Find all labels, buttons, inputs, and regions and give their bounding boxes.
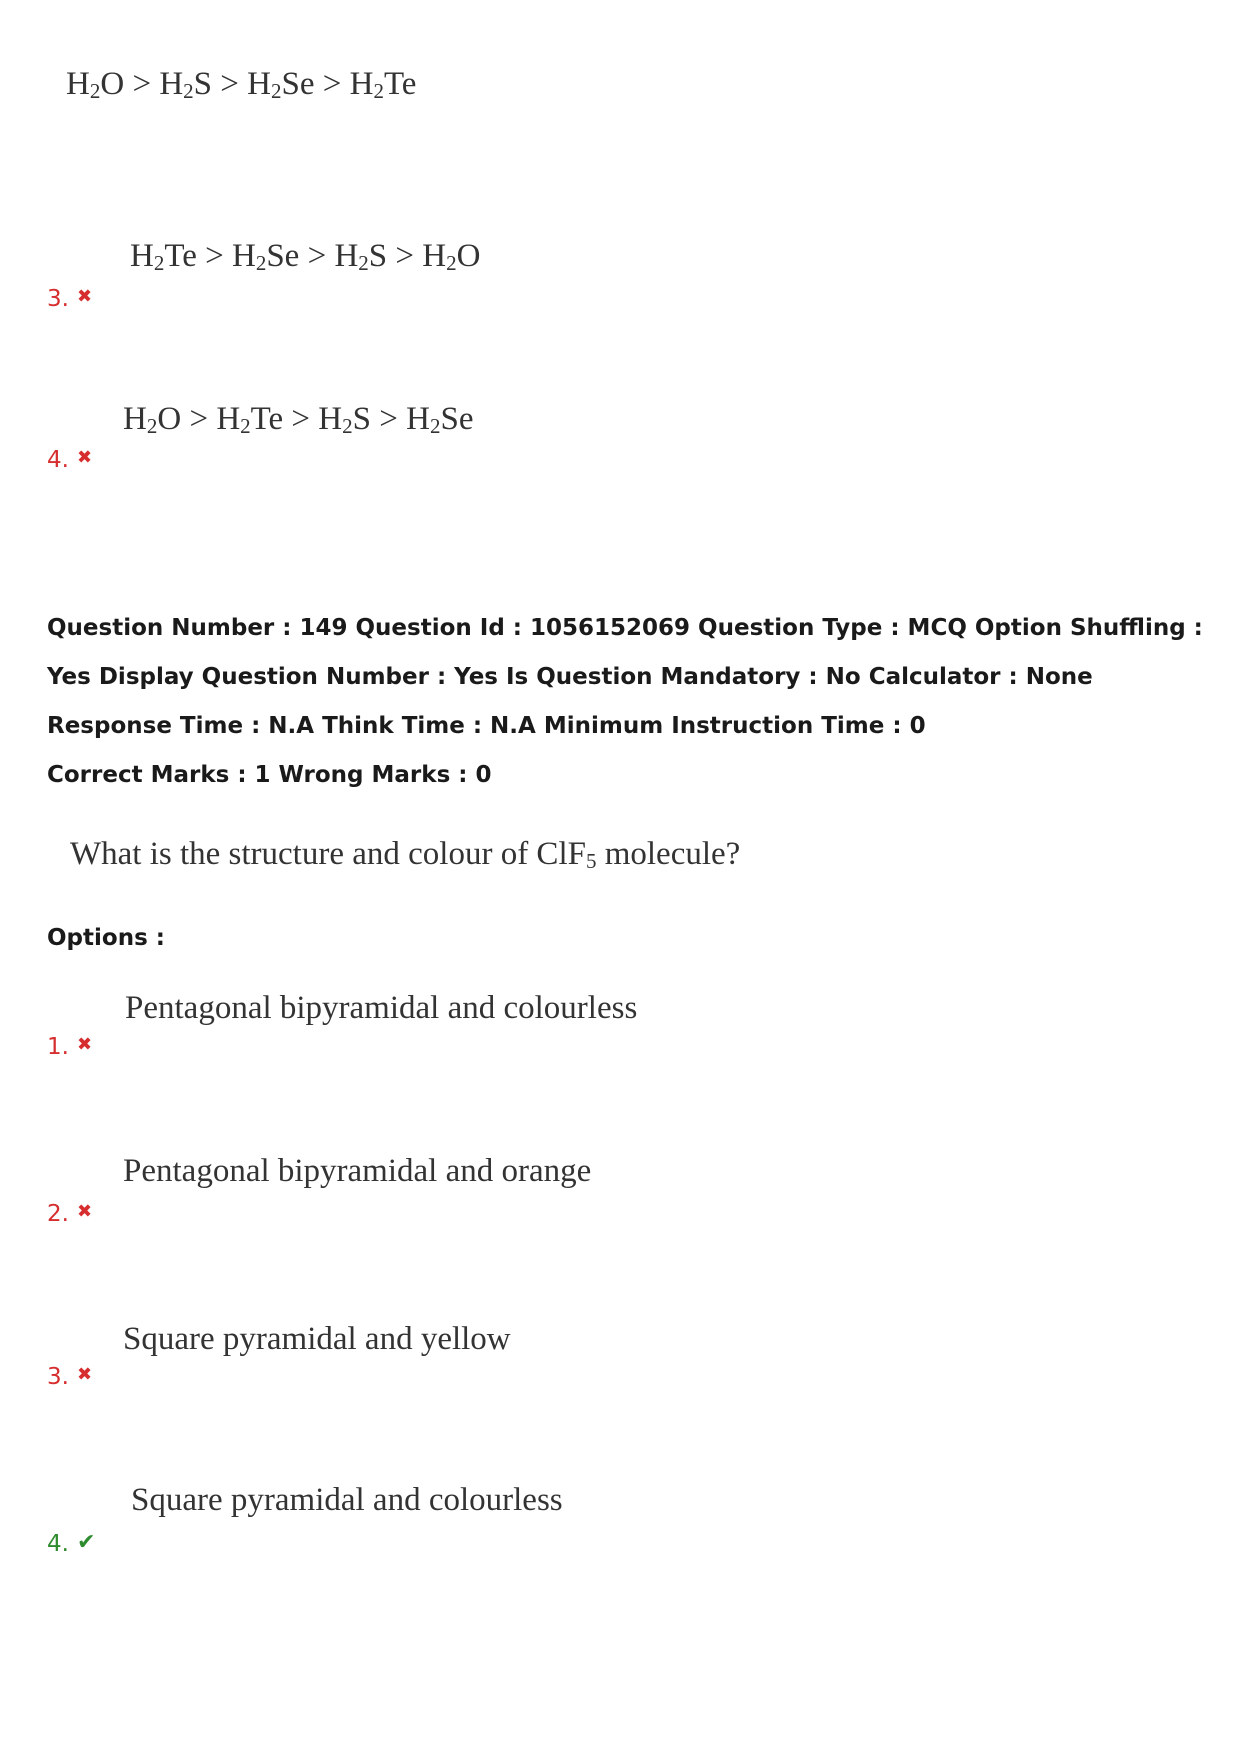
option-number: 4. bbox=[47, 1531, 69, 1557]
prompt-text: What is the structure and colour of ClF bbox=[70, 836, 586, 872]
prompt-text-end: molecule? bbox=[596, 836, 741, 872]
option-2-text: Pentagonal bipyramidal and orange bbox=[123, 1153, 592, 1189]
formula-term: $H_2Se$ bbox=[406, 401, 474, 438]
formula-term: $H_2Se$ bbox=[231, 238, 300, 275]
option-number: 3. bbox=[47, 286, 69, 312]
check-icon: ✔ bbox=[76, 1530, 96, 1555]
formula-term: $H_2Te$ bbox=[216, 401, 284, 438]
formula-term: $H_2O$ bbox=[123, 401, 182, 438]
question-prompt bbox=[70, 836, 740, 873]
option-3-marker bbox=[47, 1364, 92, 1390]
option-4-text: Square pyramidal and colourless bbox=[131, 1482, 563, 1518]
formula-term: $H_2Te$ bbox=[349, 66, 417, 103]
option-number: 3. bbox=[47, 1364, 69, 1390]
cross-icon: ✖ bbox=[76, 1034, 93, 1055]
cross-icon: ✖ bbox=[76, 1201, 93, 1222]
cross-icon: ✖ bbox=[76, 1364, 93, 1385]
question-metadata: Question Number : 149 Question Id : 1056152069 Question Type : MCQ Option Shuffling : Yes Display Question Number : Yes Is Question Mandatory : No Calculator : None Response Time : N.A Think Time : N.A Minimum Instruction Time : 0 bbox=[47, 615, 1203, 739]
greater-than-sign: > bbox=[181, 401, 217, 437]
greater-than-sign: > bbox=[314, 66, 350, 102]
greater-than-sign: > bbox=[387, 238, 423, 274]
option-1-marker bbox=[47, 1034, 92, 1060]
greater-than-sign: > bbox=[212, 66, 248, 102]
greater-than-sign: > bbox=[124, 66, 160, 102]
prev-option-3-formula bbox=[130, 238, 480, 275]
greater-than-sign: > bbox=[299, 238, 335, 274]
option-1-text: Pentagonal bipyramidal and colourless bbox=[125, 990, 638, 1026]
cross-icon: ✖ bbox=[76, 286, 93, 307]
option-4-marker bbox=[47, 1530, 95, 1557]
greater-than-sign: > bbox=[196, 238, 232, 274]
formula-term: $H_2Se$ bbox=[247, 66, 315, 103]
prev-option-2-formula bbox=[66, 66, 416, 103]
option-number: 2. bbox=[47, 1201, 69, 1227]
option-2-marker bbox=[47, 1201, 92, 1227]
greater-than-sign: > bbox=[371, 401, 407, 437]
option-number: 4. bbox=[47, 447, 69, 473]
formula-term: $H_2S$ bbox=[318, 401, 371, 438]
option-3-text: Square pyramidal and yellow bbox=[123, 1321, 511, 1357]
cross-icon: ✖ bbox=[76, 447, 93, 468]
prev-option-3-marker bbox=[47, 286, 92, 312]
formula-term: $H_2O$ bbox=[66, 66, 125, 103]
greater-than-sign: > bbox=[283, 401, 319, 437]
prev-option-4-formula bbox=[123, 401, 473, 438]
question-marks: Correct Marks : 1 Wrong Marks : 0 bbox=[47, 762, 492, 788]
option-number: 1. bbox=[47, 1034, 69, 1060]
formula-term: $H_2S$ bbox=[159, 66, 213, 103]
options-label: Options : bbox=[47, 925, 165, 951]
formula-term: $H_2Te$ bbox=[130, 238, 197, 275]
prev-option-4-marker bbox=[47, 447, 92, 473]
formula-term: $H_2S$ bbox=[334, 238, 388, 275]
prompt-subscript: 5 bbox=[585, 849, 597, 873]
formula-term: $H_2O$ bbox=[422, 238, 481, 275]
